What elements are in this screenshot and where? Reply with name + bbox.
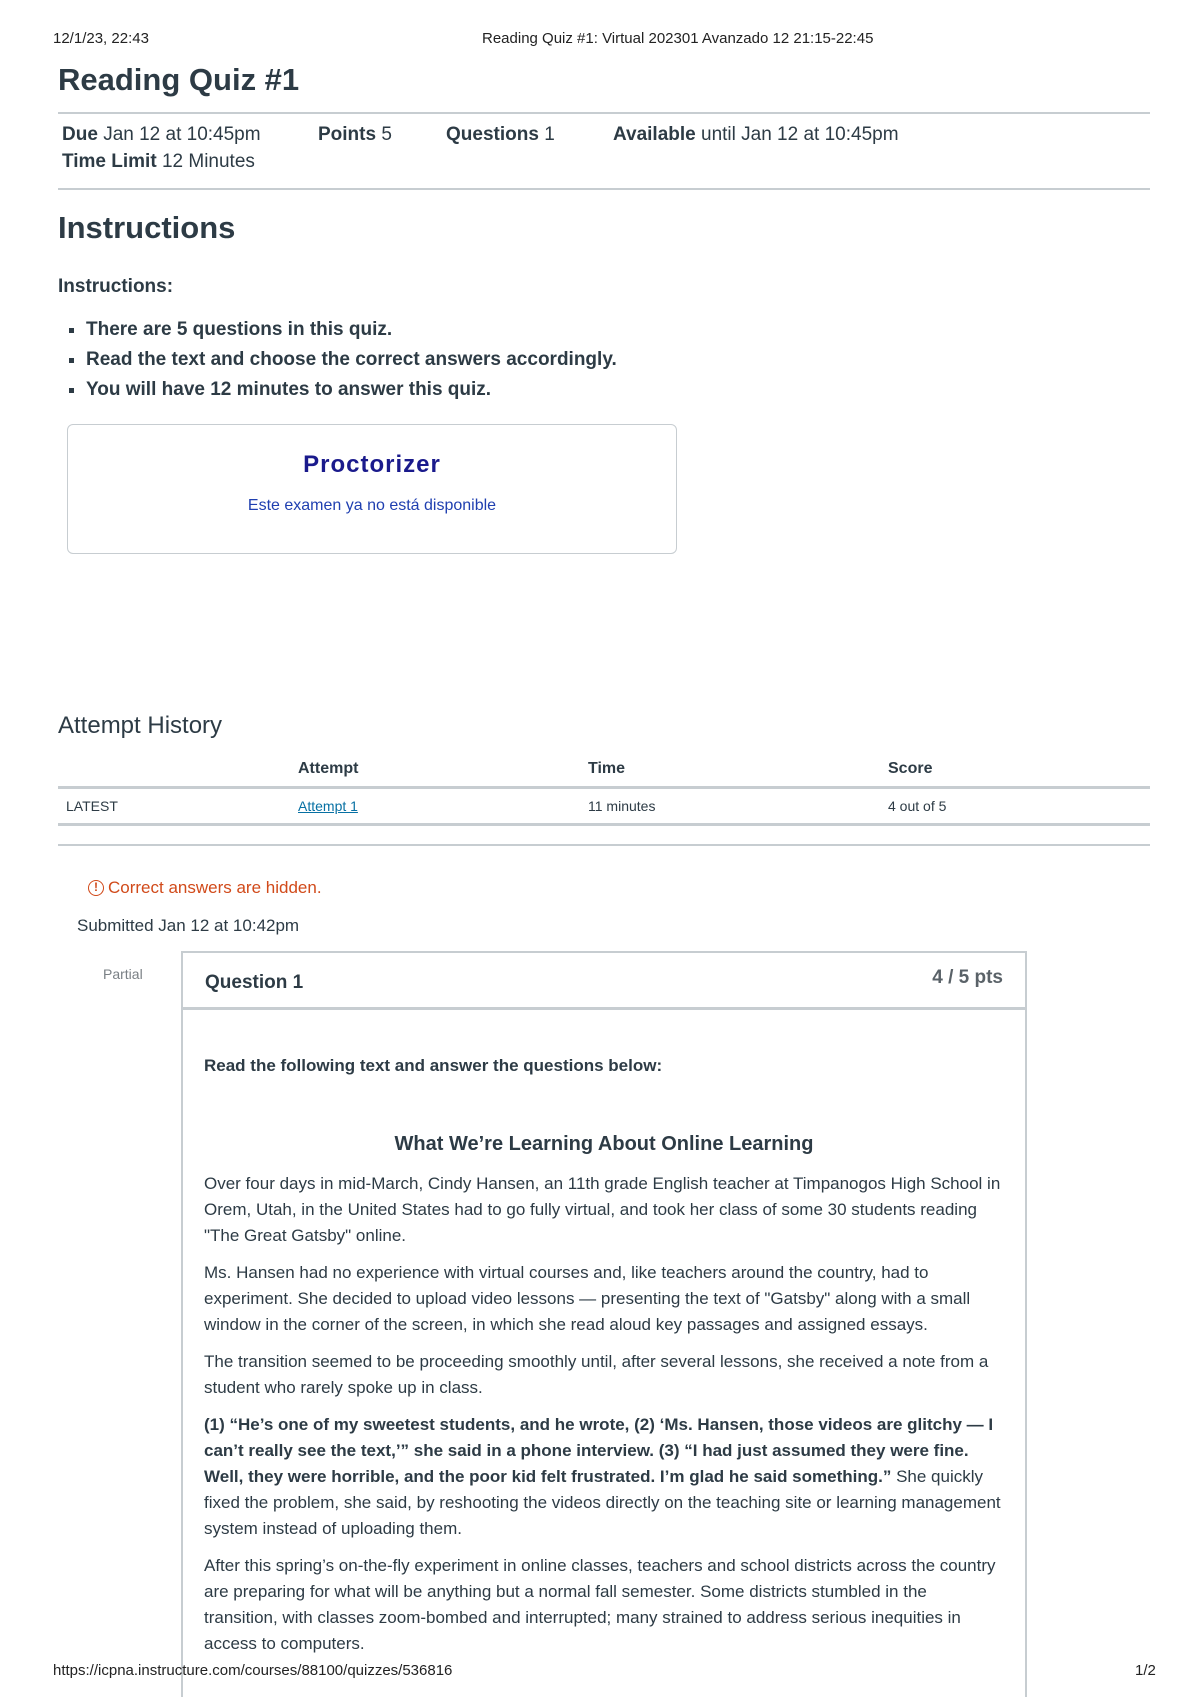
instructions-heading: Instructions xyxy=(58,210,236,245)
instruction-item: ▪ Read the text and choose the correct answers accordingly. xyxy=(86,345,617,375)
proctorizer-message: Este examen ya no está disponible xyxy=(247,497,497,514)
meta-questions-value: 1 xyxy=(544,124,555,145)
article-paragraph: Ms. Hansen had no experience with virtual courses and, like teachers around the country, had to experiment. She decided to upload video lessons — presenting the text of "Gatsby" along with a small window in the corner of the screen, in which she read aloud key passages and assigned essays. xyxy=(204,1263,971,1334)
meta-time-limit-value: 12 Minutes xyxy=(161,151,255,172)
article-paragraph: The transition seemed to be proceeding smoothly until, after several lessons, she received a note from a student who rarely spoke up in class. xyxy=(204,1352,989,1397)
question-title: Question 1 xyxy=(205,972,304,993)
question-body xyxy=(204,1053,1004,1668)
quiz-meta xyxy=(62,124,1142,178)
print-page-number: 1/2 xyxy=(1135,1662,1156,1679)
question-status-badge: Partial xyxy=(103,966,143,982)
article-paragraph: Over four days in mid-March, Cindy Hansen, an 11th grade English teacher at Timpanogos High School in Orem, Utah, in the United States had to go fully virtual, and took her class of some 30 students reading "The Great Gatsby" online. xyxy=(204,1174,1001,1245)
article-title: What We’re Learning About Online Learning xyxy=(394,1133,814,1155)
article-paragraph: After this spring’s on-the-fly experiment in online classes, teachers and school districts across the country are preparing for what will be anything but a normal fall semester. Some districts stumbled in the transition, with classes zoom-bombed and interrupted; many strained to address serious inequities in access to computers. xyxy=(204,1556,996,1653)
correct-answers-hidden-notice xyxy=(88,878,322,898)
meta-time-limit xyxy=(62,151,255,173)
meta-due-label: Due xyxy=(62,124,98,145)
meta-points-value: 5 xyxy=(381,124,392,145)
question-card xyxy=(181,951,1027,1697)
meta-questions xyxy=(446,124,555,146)
meta-available-label: Available xyxy=(613,124,696,145)
print-datetime: 12/1/23, 22:43 xyxy=(53,30,149,47)
meta-available xyxy=(613,124,899,146)
warning-circle-icon: ! xyxy=(88,880,104,896)
attempt-time: 11 minutes xyxy=(588,788,888,825)
meta-due xyxy=(62,124,261,146)
question-header xyxy=(183,953,1025,1010)
print-url: https://icpna.instructure.com/courses/88100/quizzes/536816 xyxy=(53,1662,453,1679)
page-title: Reading Quiz #1 xyxy=(58,62,300,97)
divider xyxy=(58,844,1150,846)
column-header: Attempt xyxy=(298,752,588,788)
meta-points xyxy=(318,124,392,146)
column-header: Time xyxy=(588,752,888,788)
question-points: 4 / 5 pts xyxy=(932,967,1003,988)
column-header xyxy=(58,752,298,788)
proctorizer-name: Proctorizer xyxy=(303,451,441,478)
question-lead: Read the following text and answer the questions below: xyxy=(204,1056,663,1075)
divider xyxy=(58,112,1150,114)
attempt-history-table xyxy=(58,752,1150,826)
attempt-tag: LATEST xyxy=(58,788,298,825)
attempt-score: 4 out of 5 xyxy=(888,788,1150,825)
meta-due-value: Jan 12 at 10:45pm xyxy=(103,124,261,145)
hidden-notice-text: Correct answers are hidden. xyxy=(108,878,322,897)
article-quote-bold: (1) “He’s one of my sweetest students, and he wrote, (2) ‘Ms. Hansen, those videos are glitchy — I can’t really see the text,’” she said in a phone interview. (3) “I had just assumed they were fine. Well, they were horrible, and the poor kid felt frustrated. I’m glad he said something.” xyxy=(204,1415,994,1486)
print-doc-title: Reading Quiz #1: Virtual 202301 Avanzado 12 21:15-22:45 xyxy=(482,30,874,47)
instructions-list xyxy=(62,315,617,405)
article-quote-rest: She quickly fixed the problem, she said, by reshooting the videos directly on the teaching site or learning management system instead of uploading them. xyxy=(204,1467,1001,1538)
instructions-lead: Instructions: xyxy=(58,276,174,297)
meta-time-limit-label: Time Limit xyxy=(62,151,157,172)
table-row xyxy=(58,788,1150,825)
instruction-item: ▪ There are 5 questions in this quiz. xyxy=(86,315,617,345)
submitted-timestamp: Submitted Jan 12 at 10:42pm xyxy=(77,916,300,935)
table-header-row xyxy=(58,752,1150,788)
divider xyxy=(58,188,1150,190)
proctorizer-panel xyxy=(67,424,677,554)
article-paragraph xyxy=(204,1412,1004,1542)
meta-points-label: Points xyxy=(318,124,377,145)
instruction-item: ▪ You will have 12 minutes to answer this quiz. xyxy=(86,375,617,405)
column-header: Score xyxy=(888,752,1150,788)
meta-available-value: until Jan 12 at 10:45pm xyxy=(701,124,899,145)
meta-questions-label: Questions xyxy=(446,124,539,145)
attempt-history-title: Attempt History xyxy=(58,712,223,739)
attempt-link[interactable]: Attempt 1 xyxy=(298,798,358,814)
